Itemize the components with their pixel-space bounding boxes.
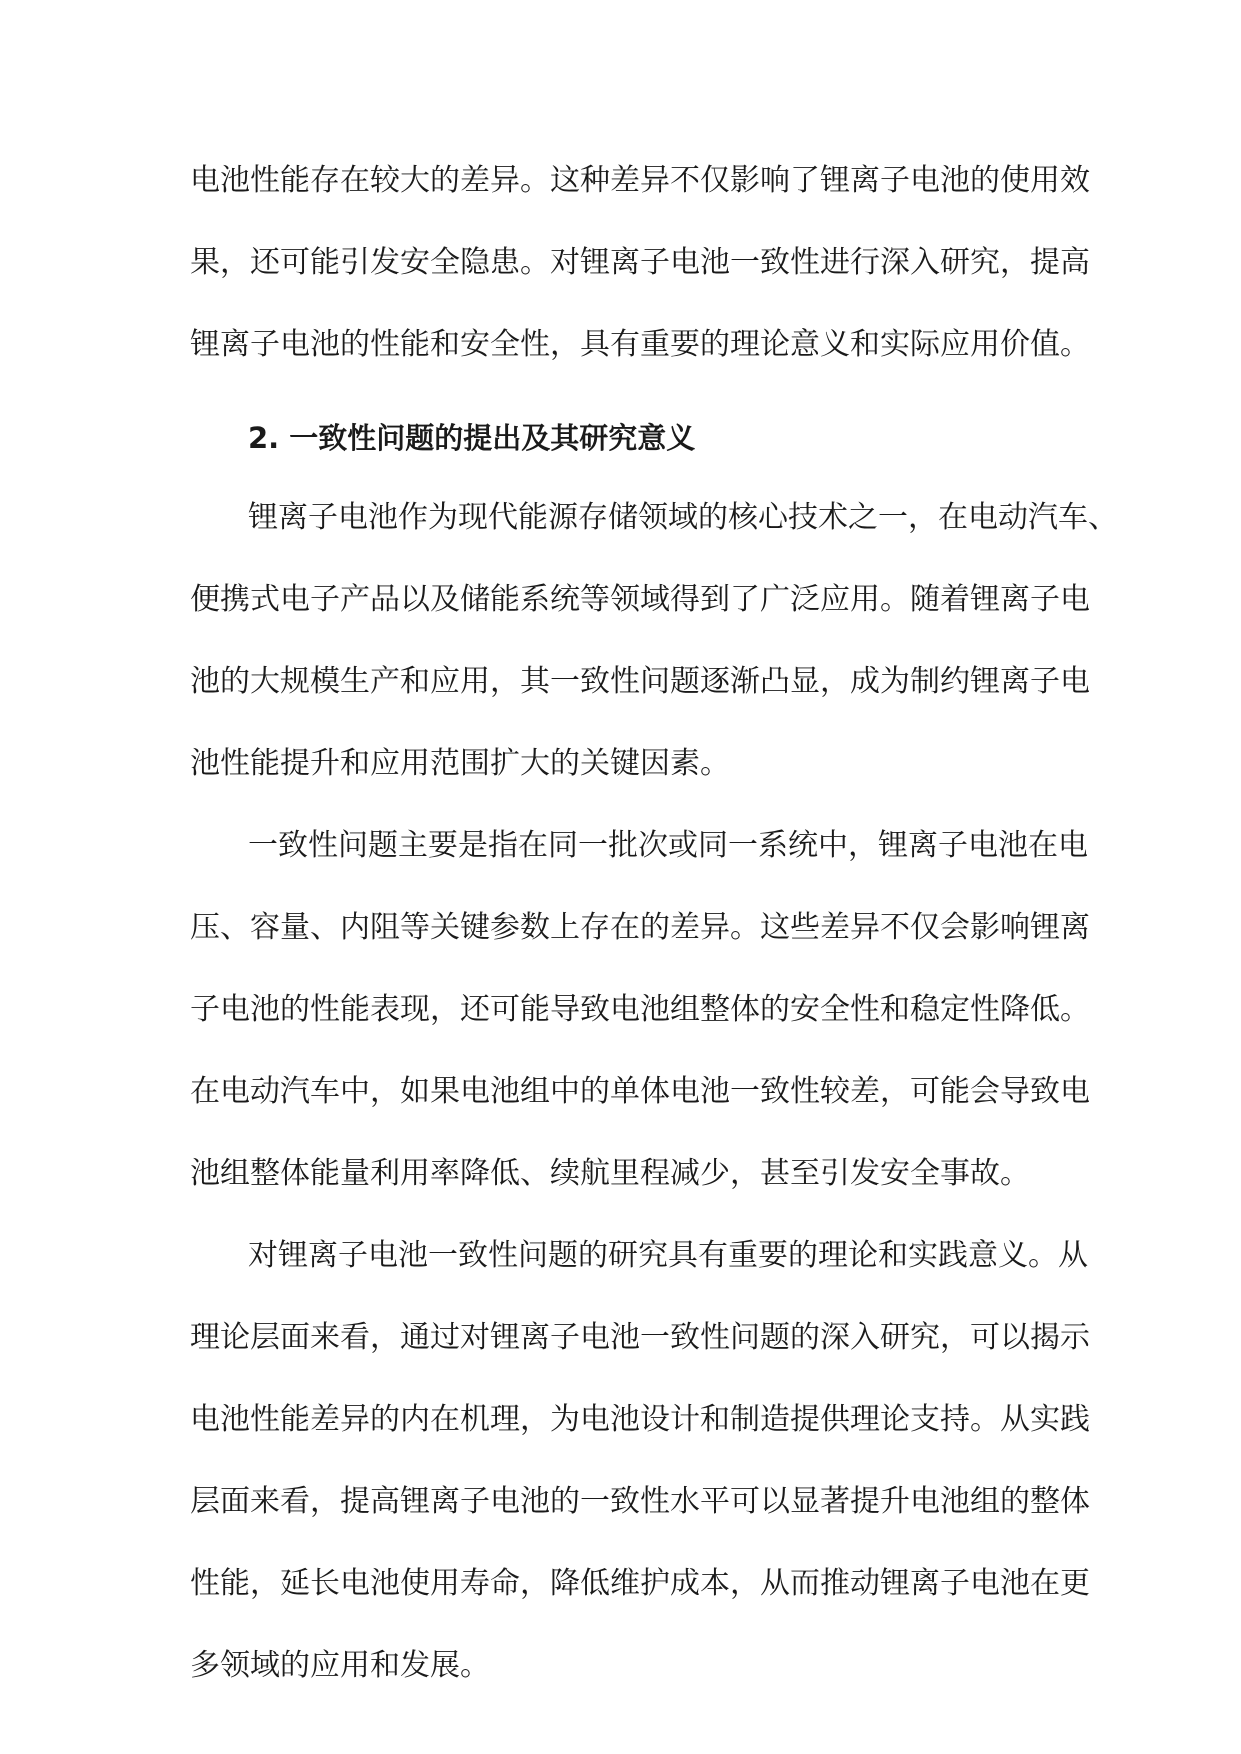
- text-line: 对锂离子电池一致性问题的研究具有重要的理论和实践意义。从: [248, 1238, 1088, 1273]
- text-line: 性能，延长电池使用寿命，降低维护成本，从而推动锂离子电池在更: [190, 1566, 1090, 1601]
- text-line: 压、容量、内阻等关键参数上存在的差异。这些差异不仅会影响锂离: [190, 910, 1090, 945]
- text-line: 锂离子电池的性能和安全性，具有重要的理论意义和实际应用价值。: [190, 327, 1090, 362]
- text-line: 子电池的性能表现，还可能导致电池组整体的安全性和稳定性降低。: [190, 992, 1090, 1027]
- section-heading: 2. 一致性问题的提出及其研究意义: [248, 421, 696, 455]
- text-line: 便携式电子产品以及储能系统等领域得到了广泛应用。随着锂离子电: [190, 582, 1090, 617]
- text-line: 多领域的应用和发展。: [190, 1648, 490, 1683]
- text-line: 果，还可能引发安全隐患。对锂离子电池一致性进行深入研究，提高: [190, 245, 1090, 280]
- intro-paragraph: [190, 140, 1090, 386]
- text-line: 理论层面来看，通过对锂离子电池一致性问题的深入研究，可以揭示: [190, 1320, 1090, 1355]
- text-line: 锂离子电池作为现代能源存储领域的核心技术之一，在电动汽车、: [248, 500, 1118, 535]
- text-line: 池组整体能量利用率降低、续航里程减少，甚至引发安全事故。: [190, 1156, 1030, 1191]
- text-line: 池性能提升和应用范围扩大的关键因素。: [190, 746, 730, 781]
- text-line: 在电动汽车中，如果电池组中的单体电池一致性较差，可能会导致电: [190, 1074, 1090, 1109]
- text-line: 电池性能存在较大的差异。这种差异不仅影响了锂离子电池的使用效: [190, 163, 1090, 198]
- paragraph-2: [190, 805, 1090, 1215]
- document-page: [190, 140, 1118, 1707]
- text-line: 电池性能差异的内在机理，为电池设计和制造提供理论支持。从实践: [190, 1402, 1090, 1437]
- paragraph-1: [190, 477, 1118, 805]
- text-line: 层面来看，提高锂离子电池的一致性水平可以显著提升电池组的整体: [190, 1484, 1090, 1519]
- text-line: 池的大规模生产和应用，其一致性问题逐渐凸显，成为制约锂离子电: [190, 664, 1090, 699]
- text-line: 一致性问题主要是指在同一批次或同一系统中，锂离子电池在电: [248, 828, 1088, 863]
- paragraph-3: [190, 1215, 1090, 1707]
